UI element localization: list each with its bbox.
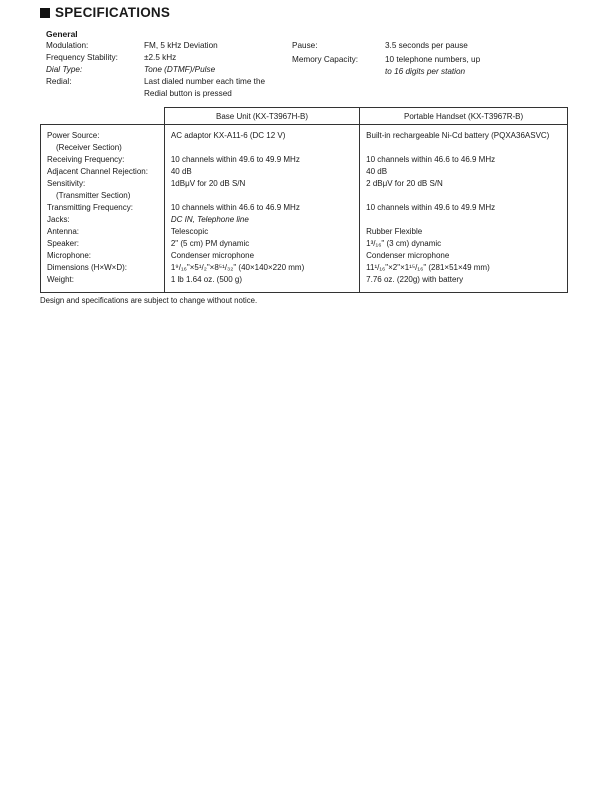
base-value: 10 channels within 46.6 to 46.9 MHz	[170, 203, 300, 212]
portable-value: 10 channels within 46.6 to 46.9 MHz	[366, 155, 496, 164]
general-title: General	[46, 29, 78, 39]
base-value: 1dBμV for 20 dB S/N	[170, 179, 246, 188]
row-label: Dimensions (H×W×D):	[47, 263, 128, 272]
portable-value: 7.76 oz. (220g) with battery	[366, 275, 464, 284]
portable-value: 10 channels within 49.6 to 49.9 MHz	[366, 203, 496, 212]
base-value: 1⁹/₁₆"×5¹/₂"×8⁵¹/₃₂" (40×140×220 mm)	[170, 263, 305, 272]
row-label: Weight:	[47, 275, 74, 284]
row-label: (Transmitter Section)	[56, 191, 131, 200]
base-value	[171, 142, 353, 154]
row-label: Microphone:	[47, 251, 92, 260]
portable-value: 1³/₁₆" (3 cm) dynamic	[366, 239, 442, 248]
row-label: Adjacent Channel Rejection:	[47, 167, 148, 176]
row-label: Antenna:	[47, 227, 80, 236]
base-value: 10 channels within 49.6 to 49.9 MHz	[170, 155, 300, 164]
header-portable-handset: Portable Handset (KX-T3967R-B)	[360, 108, 568, 125]
heading-square-icon	[40, 8, 50, 18]
portable-value: Rubber Flexible	[366, 227, 423, 236]
gen-label-frequency-stability: Frequency Stability:	[46, 53, 118, 62]
base-unit-column	[164, 125, 359, 293]
gen-label-memory-capacity: Memory Capacity:	[292, 55, 358, 64]
heading-text: SPECIFICATIONS	[55, 5, 171, 20]
gen-value-dial-type: Tone (DTMF)/Pulse	[144, 65, 216, 74]
portable-value	[366, 190, 561, 202]
portable-value: 11¹/₁₆"×2"×1¹⁵/₁₆" (281×51×49 mm)	[366, 263, 490, 272]
portable-value: Built-in rechargeable Ni-Cd battery (PQXA36ASVC)	[366, 131, 550, 140]
gen-value-memory-capacity-line1: 10 telephone numbers, up	[385, 55, 481, 64]
section-heading	[40, 5, 170, 20]
table-header-row	[41, 108, 568, 125]
table-body-row	[41, 125, 568, 293]
portable-handset-column	[360, 125, 568, 293]
base-value: 2" (5 cm) PM dynamic	[170, 239, 250, 248]
row-label: Power Source:	[47, 131, 100, 140]
row-label: (Receiver Section)	[56, 143, 122, 152]
table-corner-cell	[41, 108, 165, 125]
portable-value	[366, 142, 561, 154]
gen-value-memory-capacity-line2: to 16 digits per station	[385, 67, 466, 76]
gen-label-dial-type: Dial Type:	[46, 65, 83, 74]
gen-value-redial-line1: Last dialed number each time the	[144, 77, 266, 86]
gen-value-modulation: FM, 5 kHz Deviation	[144, 41, 218, 50]
portable-value	[366, 214, 561, 226]
gen-value-frequency-stability: ±2.5 kHz	[144, 53, 177, 62]
portable-value: Condenser microphone	[366, 251, 450, 260]
base-value	[171, 190, 353, 202]
row-label: Transmitting Frequency:	[47, 203, 133, 212]
base-value: DC IN, Telephone line	[170, 215, 249, 224]
base-value: 40 dB	[170, 167, 192, 176]
gen-label-modulation: Modulation:	[46, 41, 89, 50]
portable-value: 2 dBμV for 20 dB S/N	[366, 179, 443, 188]
gen-value-redial-line2: Redial button is pressed	[144, 89, 232, 98]
base-value: Telescopic	[170, 227, 209, 236]
gen-label-pause: Pause:	[292, 41, 318, 50]
base-value: Condenser microphone	[170, 251, 255, 260]
base-value: AC adaptor KX-A11-6 (DC 12 V)	[170, 131, 286, 140]
labels-column	[41, 125, 165, 293]
footnote: Design and specifications are subject to change without notice.	[40, 296, 258, 305]
base-value: 1 lb 1.64 oz. (500 g)	[170, 275, 243, 284]
gen-value-pause: 3.5 seconds per pause	[385, 41, 468, 50]
gen-label-redial: Redial:	[46, 77, 72, 86]
spec-table	[40, 107, 568, 293]
row-label: Jacks:	[47, 215, 70, 224]
portable-value: 40 dB	[366, 167, 388, 176]
row-label: Receiving Frequency:	[47, 155, 125, 164]
row-label: Speaker:	[47, 239, 80, 248]
header-base-unit: Base Unit (KX-T3967H-B)	[164, 108, 359, 125]
row-label: Sensitivity:	[47, 179, 86, 188]
